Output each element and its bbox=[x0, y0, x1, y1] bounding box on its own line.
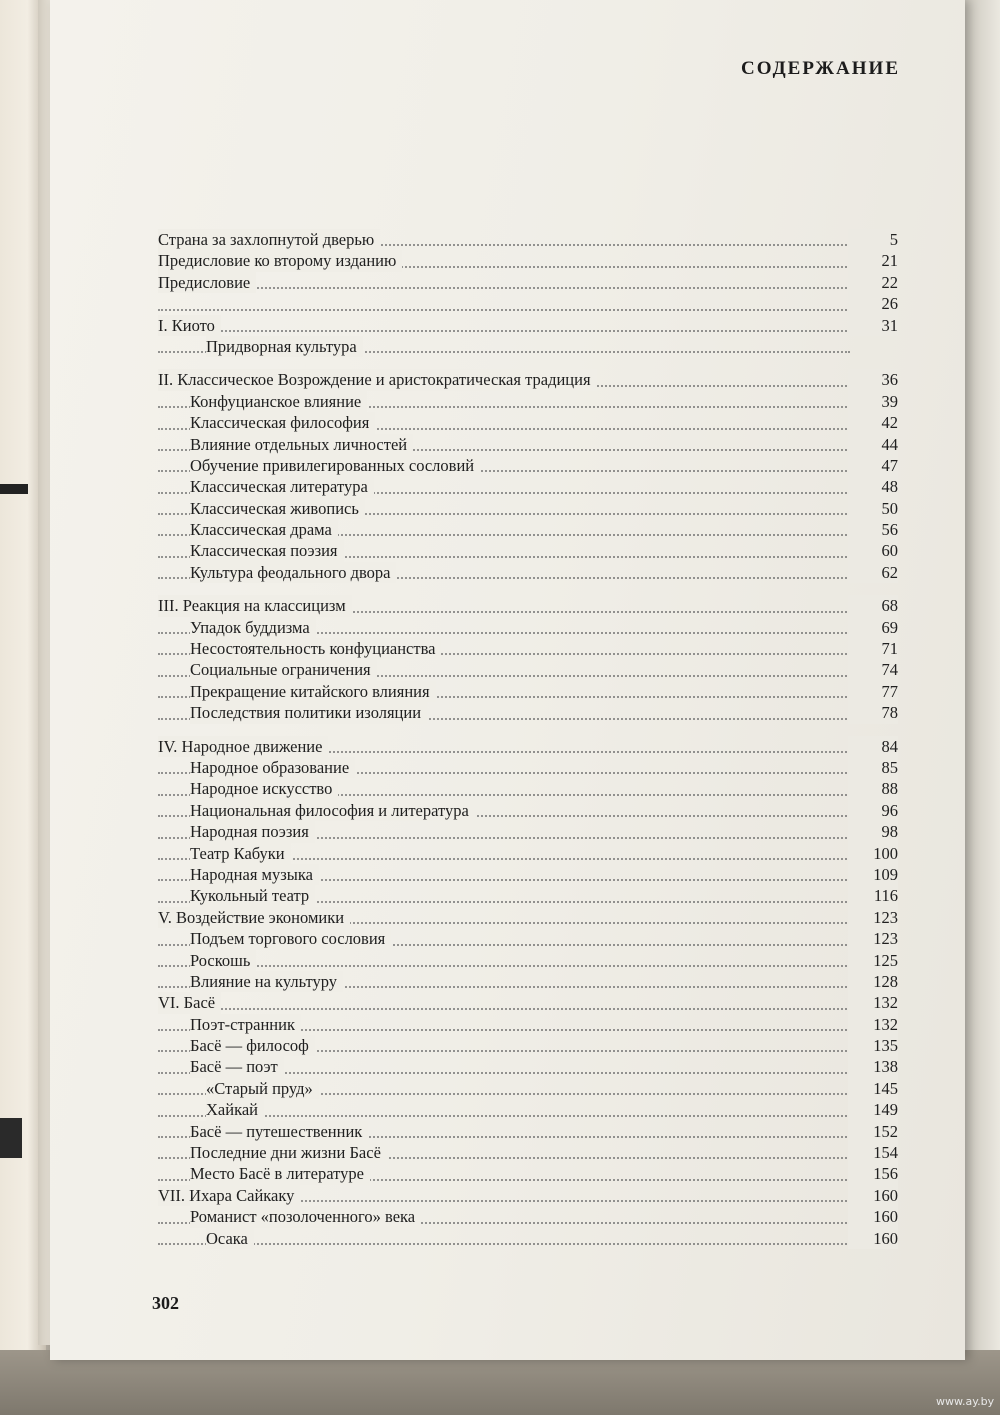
toc-entry bbox=[158, 885, 898, 906]
toc-entry bbox=[158, 595, 898, 616]
toc-entry bbox=[158, 336, 898, 357]
toc-entry-page: 156 bbox=[848, 1163, 898, 1184]
toc-entry bbox=[158, 800, 898, 821]
toc-entry bbox=[158, 736, 898, 757]
toc-entry bbox=[158, 702, 898, 723]
toc-entry-page: 109 bbox=[848, 864, 898, 885]
toc-entry-title: Народная поэзия bbox=[190, 821, 315, 842]
toc-entry-title: Народное образование bbox=[190, 757, 355, 778]
toc-entry-page: 62 bbox=[848, 562, 898, 583]
toc-entry-page: 44 bbox=[848, 434, 898, 455]
toc-entry bbox=[158, 412, 898, 433]
toc-entry-page: 88 bbox=[848, 778, 898, 799]
toc-entry-title: Осака bbox=[206, 1228, 254, 1249]
toc-entry-page: 145 bbox=[848, 1078, 898, 1099]
toc-entry-page: 60 bbox=[848, 540, 898, 561]
toc-entry-title: Прекращение китайского влияния bbox=[190, 681, 436, 702]
watermark: www.ay.by bbox=[936, 1395, 995, 1408]
table-of-contents bbox=[158, 229, 898, 1249]
toc-entry-title: Придворная культура bbox=[206, 336, 363, 357]
toc-entry-page: 128 bbox=[848, 971, 898, 992]
toc-entry-title: Народное искусство bbox=[190, 778, 338, 799]
toc-entry bbox=[158, 757, 898, 778]
toc-entry bbox=[158, 843, 898, 864]
toc-entry-title: Народная музыка bbox=[190, 864, 319, 885]
toc-entry-page: 22 bbox=[848, 272, 898, 293]
toc-entry-page: 132 bbox=[848, 1014, 898, 1035]
toc-entry-page: 47 bbox=[848, 455, 898, 476]
toc-entry bbox=[158, 778, 898, 799]
toc-entry-title: «Старый пруд» bbox=[206, 1078, 319, 1099]
toc-entry-page: 160 bbox=[848, 1206, 898, 1227]
toc-entry-title: Последние дни жизни Басё bbox=[190, 1142, 387, 1163]
background-right bbox=[962, 0, 1000, 1415]
toc-entry-title: Упадок буддизма bbox=[190, 617, 316, 638]
toc-entry bbox=[158, 540, 898, 561]
toc-entry bbox=[158, 1056, 898, 1077]
toc-entry-title: Конфуцианское влияние bbox=[190, 391, 367, 412]
toc-entry bbox=[158, 250, 898, 271]
toc-entry-page: 5 bbox=[848, 229, 898, 250]
toc-entry bbox=[158, 1228, 898, 1249]
toc-entry-title: Классическая живопись bbox=[190, 498, 365, 519]
toc-entry-title: Обучение привилегированных сословий bbox=[190, 455, 480, 476]
toc-entry-title: VI. Басё bbox=[158, 992, 221, 1013]
toc-entry-title: II. Классическое Возрождение и аристократическая традиция bbox=[158, 369, 597, 390]
toc-entry-title: Социальные ограничения bbox=[190, 659, 377, 680]
toc-entry bbox=[158, 1163, 898, 1184]
toc-entry-page: 69 bbox=[848, 617, 898, 638]
page-number: 302 bbox=[152, 1293, 179, 1313]
toc-entry-page: 26 bbox=[848, 293, 898, 314]
toc-entry bbox=[158, 229, 898, 250]
toc-entry-page: 98 bbox=[848, 821, 898, 842]
leader-dots bbox=[158, 965, 850, 967]
toc-entry-title: Классическая философия bbox=[190, 412, 375, 433]
toc-entry bbox=[158, 476, 898, 497]
toc-entry-title: Классическая драма bbox=[190, 519, 338, 540]
toc-entry-title: V. Воздействие экономики bbox=[158, 907, 350, 928]
leader-dots bbox=[158, 309, 850, 311]
toc-entry-title: Влияние отдельных личностей bbox=[190, 434, 413, 455]
toc-entry-page: 160 bbox=[848, 1185, 898, 1206]
toc-entry-page: 56 bbox=[848, 519, 898, 540]
toc-entry-page: 100 bbox=[848, 843, 898, 864]
toc-entry-page: 96 bbox=[848, 800, 898, 821]
toc-entry-page: 39 bbox=[848, 391, 898, 412]
toc-entry bbox=[158, 519, 898, 540]
toc-entry-page: 71 bbox=[848, 638, 898, 659]
toc-entry-title: Подъем торгового сословия bbox=[190, 928, 391, 949]
toc-entry-title: VII. Ихара Сайкаку bbox=[158, 1185, 300, 1206]
toc-entry-title: Поэт-странник bbox=[190, 1014, 301, 1035]
toc-entry-page: 152 bbox=[848, 1121, 898, 1142]
toc-entry-title: Последствия политики изоляции bbox=[190, 702, 427, 723]
toc-entry-page: 132 bbox=[848, 992, 898, 1013]
toc-entry bbox=[158, 821, 898, 842]
toc-entry bbox=[158, 1142, 898, 1163]
toc-entry bbox=[158, 369, 898, 390]
toc-entry-title: IV. Народное движение bbox=[158, 736, 328, 757]
toc-entry bbox=[158, 315, 898, 336]
toc-entry-page: 116 bbox=[848, 885, 898, 906]
toc-entry bbox=[158, 638, 898, 659]
toc-entry-page: 138 bbox=[848, 1056, 898, 1077]
toc-entry bbox=[158, 562, 898, 583]
toc-entry bbox=[158, 391, 898, 412]
toc-entry-title: Национальная философия и литература bbox=[190, 800, 475, 821]
toc-entry bbox=[158, 1035, 898, 1056]
toc-entry bbox=[158, 293, 898, 314]
toc-entry bbox=[158, 950, 898, 971]
toc-entry-title: Басё — путешественник bbox=[190, 1121, 368, 1142]
leader-dots bbox=[158, 330, 850, 332]
toc-entry-title: Предисловие ко второму изданию bbox=[158, 250, 402, 271]
toc-entry-title: Культура феодального двора bbox=[190, 562, 396, 583]
toc-entry-page: 160 bbox=[848, 1228, 898, 1249]
cover-stripe bbox=[0, 484, 28, 494]
toc-entry bbox=[158, 864, 898, 885]
toc-entry-page: 78 bbox=[848, 702, 898, 723]
toc-entry-title: Романист «позолоченного» века bbox=[190, 1206, 421, 1227]
cover-stripe bbox=[0, 1118, 22, 1158]
toc-entry-title: Роскошь bbox=[190, 950, 256, 971]
toc-entry-page: 85 bbox=[848, 757, 898, 778]
toc-entry bbox=[158, 455, 898, 476]
toc-entry bbox=[158, 1121, 898, 1142]
toc-entry-page: 154 bbox=[848, 1142, 898, 1163]
toc-entry-page: 50 bbox=[848, 498, 898, 519]
toc-entry bbox=[158, 1185, 898, 1206]
toc-entry-title: Предисловие bbox=[158, 272, 256, 293]
toc-entry-title: Влияние на культуру bbox=[190, 971, 343, 992]
leader-dots bbox=[158, 1008, 850, 1010]
toc-entry-title: Кукольный театр bbox=[190, 885, 315, 906]
toc-entry-page: 21 bbox=[848, 250, 898, 271]
toc-entry-page: 77 bbox=[848, 681, 898, 702]
toc-entry-page: 123 bbox=[848, 907, 898, 928]
toc-entry-page: 84 bbox=[848, 736, 898, 757]
toc-entry bbox=[158, 659, 898, 680]
toc-entry-title: I. Киото bbox=[158, 315, 221, 336]
toc-entry-page: 123 bbox=[848, 928, 898, 949]
toc-entry bbox=[158, 498, 898, 519]
toc-entry bbox=[158, 1014, 898, 1035]
toc-entry bbox=[158, 1206, 898, 1227]
toc-entry bbox=[158, 617, 898, 638]
toc-entry bbox=[158, 907, 898, 928]
toc-entry bbox=[158, 928, 898, 949]
toc-entry-page: 149 bbox=[848, 1099, 898, 1120]
leader-dots bbox=[158, 287, 850, 289]
toc-entry-page: 68 bbox=[848, 595, 898, 616]
toc-entry bbox=[158, 1099, 898, 1120]
toc-entry-title: Классическая литература bbox=[190, 476, 374, 497]
toc-entry-page: 42 bbox=[848, 412, 898, 433]
toc-entry-page: 48 bbox=[848, 476, 898, 497]
toc-entry-title: Басё — философ bbox=[190, 1035, 315, 1056]
toc-entry-title: Место Басё в литературе bbox=[190, 1163, 370, 1184]
toc-entry-title: Театр Кабуки bbox=[190, 843, 291, 864]
toc-entry-title: Несостоятельность конфуцианства bbox=[190, 638, 441, 659]
toc-entry bbox=[158, 971, 898, 992]
toc-entry-page: 74 bbox=[848, 659, 898, 680]
toc-entry bbox=[158, 681, 898, 702]
leader-dots bbox=[158, 1243, 850, 1245]
toc-entry bbox=[158, 434, 898, 455]
toc-entry-page: 125 bbox=[848, 950, 898, 971]
toc-entry-title: Басё — поэт bbox=[190, 1056, 284, 1077]
toc-entry-title: Классическая поэзия bbox=[190, 540, 344, 561]
toc-entry bbox=[158, 1078, 898, 1099]
toc-entry-page: 36 bbox=[848, 369, 898, 390]
toc-entry-title: Страна за захлопнутой дверью bbox=[158, 229, 380, 250]
toc-entry-page: 135 bbox=[848, 1035, 898, 1056]
toc-entry bbox=[158, 992, 898, 1013]
toc-entry bbox=[158, 272, 898, 293]
toc-entry-title: III. Реакция на классицизм bbox=[158, 595, 352, 616]
toc-entry-page: 31 bbox=[848, 315, 898, 336]
toc-entry-title: Хайкай bbox=[206, 1099, 264, 1120]
contents-heading: СОДЕРЖАНИЕ bbox=[741, 58, 900, 79]
